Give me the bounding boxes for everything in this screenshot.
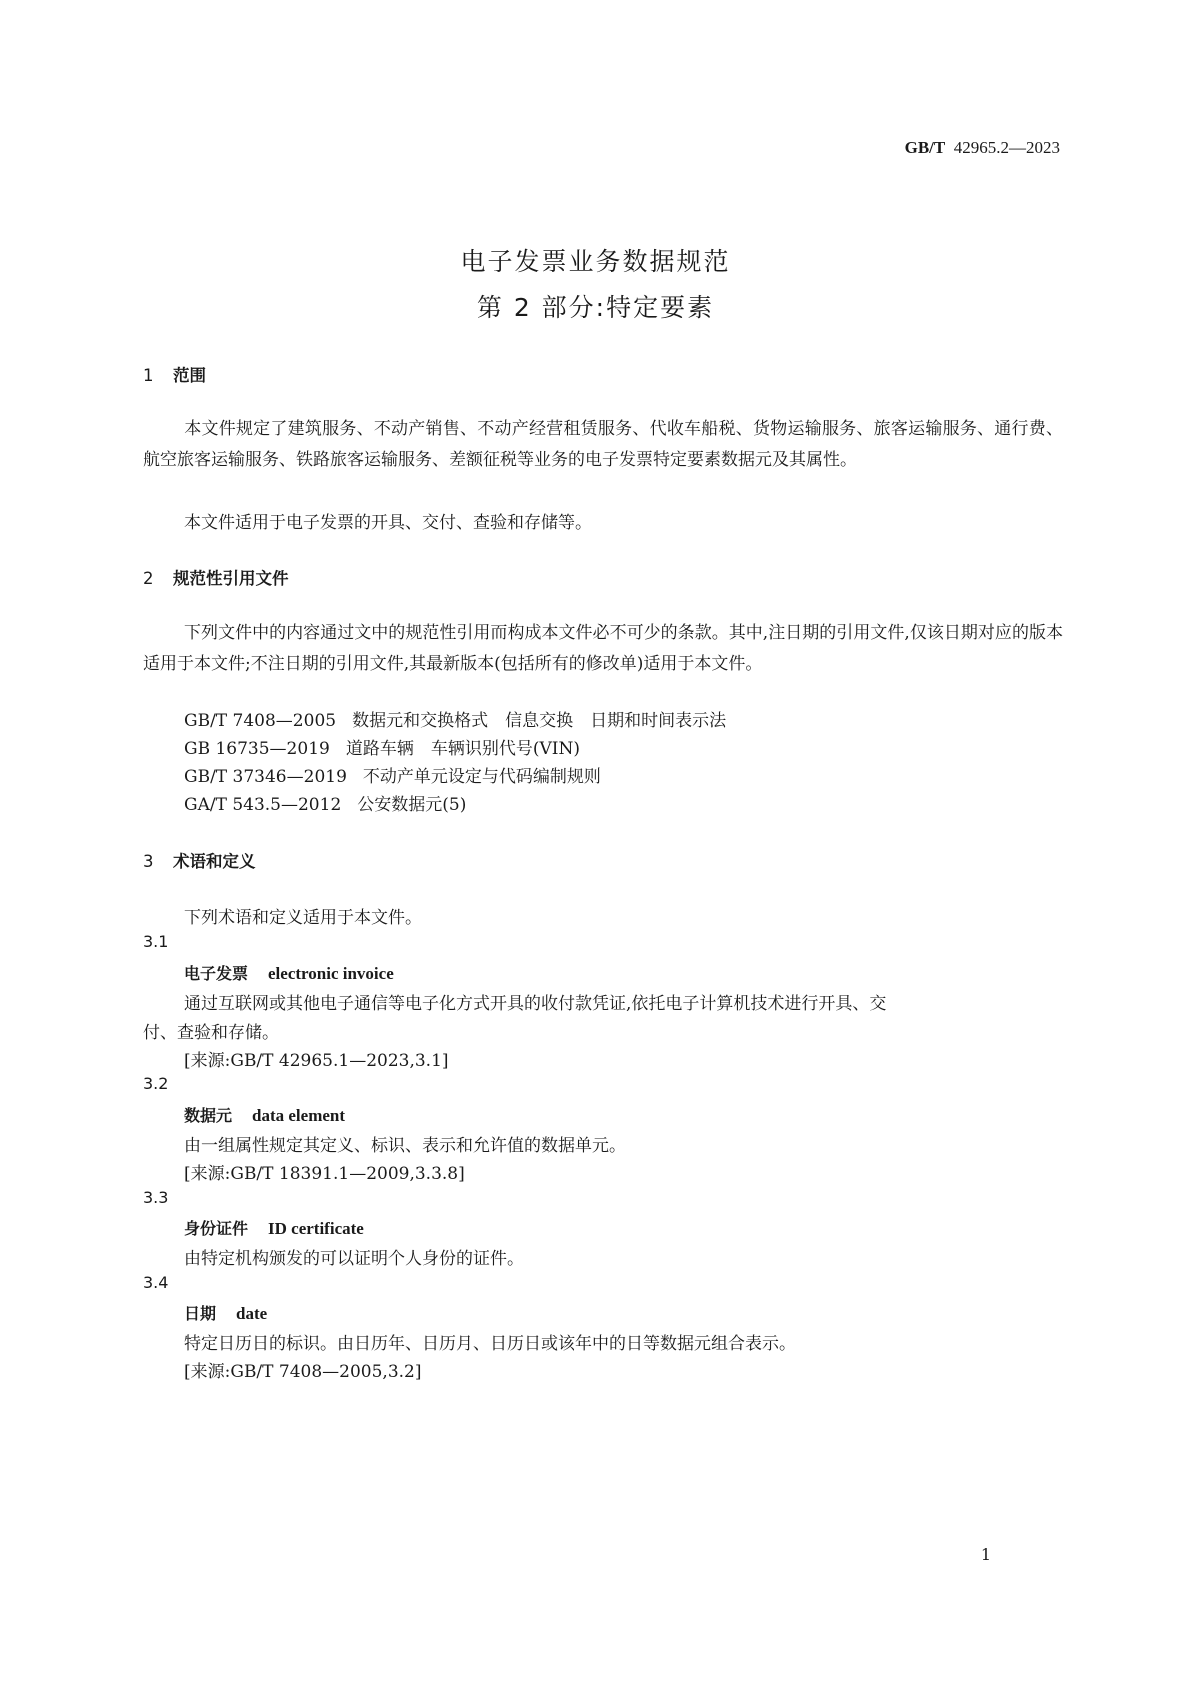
term-heading — [184, 961, 394, 984]
reference-title: 道路车辆 车辆识别代号(VIN) — [345, 739, 580, 759]
reference-code: GB 16735—2019 — [184, 739, 330, 759]
term-chinese: 日期 — [184, 1304, 217, 1323]
standard-prefix: GB/T — [904, 138, 946, 157]
term-definition: 特定日历日的标识。由日历年、日历月、日历日或该年中的日等数据元组合表示。 — [184, 1334, 796, 1354]
document-subtitle: 第 2 部分:特定要素 — [476, 293, 715, 322]
reference-item — [184, 790, 466, 815]
term-definition: 由一组属性规定其定义、标识、表示和允许值的数据单元。 — [184, 1136, 626, 1156]
section-3-heading — [143, 848, 256, 872]
scope-text: 本文件规定了建筑服务、不动产销售、不动产经营租赁服务、代收车船税、货物运输服务、旅客运输服务、通行费、航空旅客运输服务、铁路旅客运输服务、差额征税等业务的电子发票特定要素数据元及其属性。 — [143, 419, 1063, 470]
term-english: ID certificate — [268, 1219, 364, 1238]
term-source: [来源:GB/T 42965.1—2023,3.1] — [184, 1051, 449, 1071]
page-number: 1 — [980, 1545, 991, 1564]
term-chinese: 数据元 — [184, 1106, 233, 1125]
references-paragraph — [143, 618, 1063, 680]
reference-title: 数据元和交换格式 信息交换 日期和时间表示法 — [352, 711, 727, 731]
section-1-heading — [143, 362, 206, 386]
document-title: 电子发票业务数据规范 — [460, 247, 731, 276]
section-title: 术语和定义 — [173, 852, 256, 871]
term-number: 3.3 — [143, 1188, 169, 1207]
term-definition: 通过互联网或其他电子通信等电子化方式开具的收付款凭证,依托电子计算机技术进行开具、交 — [184, 994, 887, 1014]
term-english: electronic invoice — [268, 964, 394, 983]
term-source: [来源:GB/T 7408—2005,3.2] — [184, 1362, 422, 1382]
term-number: 3.4 — [143, 1273, 169, 1292]
term-definition: 由特定机构颁发的可以证明个人身份的证件。 — [184, 1249, 524, 1269]
term-english: data element — [252, 1106, 346, 1125]
term-heading — [184, 1103, 345, 1126]
term-heading — [184, 1216, 364, 1239]
scope-paragraph — [143, 414, 1063, 476]
reference-code: GA/T 543.5—2012 — [184, 795, 342, 815]
references-text: 下列文件中的内容通过文中的规范性引用而构成本文件必不可少的条款。其中,注日期的引用文件,仅该日期对应的版本适用于本文件;不注日期的引用文件,其最新版本(包括所有的修改单)适用于本文件。 — [143, 623, 1063, 674]
term-definition-continued: 付、查验和存储。 — [143, 1023, 279, 1043]
standard-code: 42965.2—2023 — [953, 138, 1060, 157]
terms-intro: 下列术语和定义适用于本文件。 — [184, 908, 422, 928]
reference-item — [184, 734, 580, 759]
scope-applicability: 本文件适用于电子发票的开具、交付、查验和存储等。 — [184, 513, 592, 533]
term-english: date — [236, 1304, 268, 1323]
reference-item — [184, 762, 601, 787]
term-number: 3.1 — [143, 932, 169, 951]
standard-number — [905, 138, 1060, 158]
reference-title: 不动产单元设定与代码编制规则 — [362, 767, 601, 787]
term-source: [来源:GB/T 18391.1—2009,3.3.8] — [184, 1164, 465, 1184]
section-2-heading — [143, 565, 289, 589]
section-number: 1 — [143, 366, 154, 385]
term-heading — [184, 1301, 267, 1324]
term-number: 3.2 — [143, 1074, 169, 1093]
section-number: 3 — [143, 852, 154, 871]
reference-code: GB/T 7408—2005 — [184, 711, 337, 731]
reference-title: 公安数据元(5) — [357, 795, 467, 815]
reference-code: GB/T 37346—2019 — [184, 767, 347, 787]
term-chinese: 电子发票 — [184, 964, 249, 983]
section-title: 范围 — [173, 366, 206, 385]
section-title: 规范性引用文件 — [173, 569, 289, 588]
term-chinese: 身份证件 — [184, 1219, 249, 1238]
reference-item — [184, 706, 726, 731]
section-number: 2 — [143, 569, 154, 588]
